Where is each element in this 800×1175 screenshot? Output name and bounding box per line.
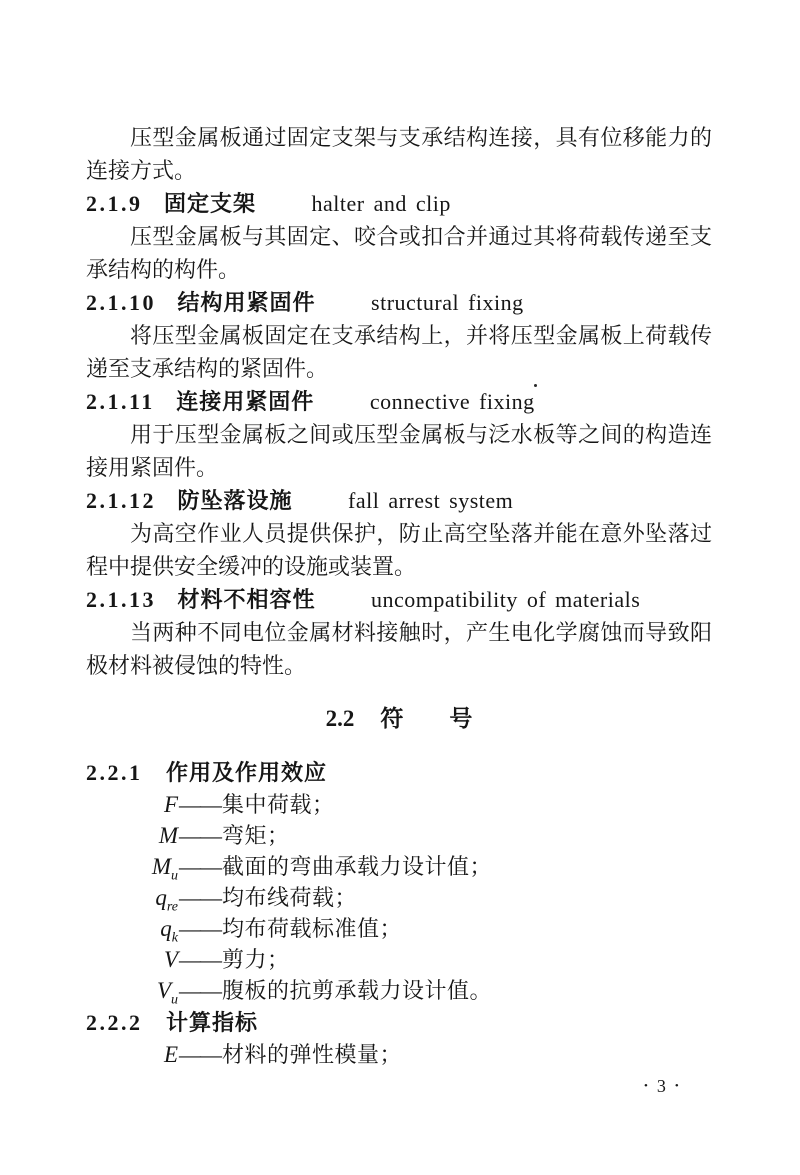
symbol-dash: —— xyxy=(179,823,221,848)
page-number-bullet: • xyxy=(674,1080,679,1092)
symbol: $V_u$ xyxy=(156,978,178,1008)
symbol: $q_k$ xyxy=(160,916,178,946)
term-heading xyxy=(86,187,712,220)
term-number: 2.1.13 xyxy=(86,587,156,612)
symbol: $M_u$ xyxy=(151,854,178,884)
subsection-title: 计算指标 xyxy=(166,1010,259,1035)
term-heading xyxy=(86,385,712,418)
definition-line: 递至支承结构的紧固件。 xyxy=(86,356,329,381)
symbol-subscript: re xyxy=(166,899,178,915)
symbol-subscript: k xyxy=(171,930,178,946)
term-number: 2.1.11 xyxy=(86,389,155,414)
page-number xyxy=(644,1076,679,1097)
definition-line: 极材料被侵蚀的特性。 xyxy=(86,653,307,678)
term-chinese: 连接用紧固件 xyxy=(176,389,315,414)
term-heading xyxy=(86,583,712,616)
term-chinese: 结构用紧固件 xyxy=(177,290,316,315)
section-title-char: 符 xyxy=(380,706,404,731)
symbol-row xyxy=(86,851,712,882)
symbol: $q_{re}$ xyxy=(155,885,178,915)
definition-line: 承结构的构件。 xyxy=(86,257,241,282)
symbol-description: 均布线荷载； xyxy=(222,885,358,910)
symbol-dash: —— xyxy=(179,792,221,817)
symbol-dash: —— xyxy=(179,947,221,972)
subsection-title: 作用及作用效应 xyxy=(166,760,328,785)
term-english: connective fixing xyxy=(369,389,535,414)
symbol: V xyxy=(163,947,178,972)
term-english: uncompatibility of materials xyxy=(371,587,641,612)
symbol-dash: —— xyxy=(179,1042,221,1067)
definition-line: 压型金属板通过固定支架与支承结构连接，具有位移能力的 xyxy=(130,125,712,150)
symbol-row xyxy=(86,975,712,1006)
symbol-row xyxy=(86,944,712,975)
subsection-heading xyxy=(86,756,712,789)
symbol-dash: —— xyxy=(179,978,221,1003)
symbol: F xyxy=(163,792,178,817)
term-chinese: 防坠落设施 xyxy=(177,488,293,513)
definition-line: 为高空作业人员提供保护，防止高空坠落并能在意外坠落过 xyxy=(130,521,712,546)
term-number: 2.1.10 xyxy=(86,290,156,315)
definition-line: 接用紧固件。 xyxy=(86,455,219,480)
body-text xyxy=(86,121,712,1070)
subsection-number: 2.2.2 xyxy=(86,1010,143,1035)
term-heading xyxy=(86,484,712,517)
symbol-subscript: u xyxy=(171,868,178,884)
symbol-dash: —— xyxy=(179,854,221,879)
subsection-heading xyxy=(86,1006,712,1039)
section-number: 2.2 xyxy=(325,706,355,731)
term-heading xyxy=(86,286,712,319)
symbol-description: 剪力； xyxy=(222,947,290,972)
term-number: 2.1.9 xyxy=(86,191,143,216)
symbol-description: 弯矩； xyxy=(222,823,290,848)
term-english: halter and clip xyxy=(311,191,451,216)
definition-line: 将压型金属板固定在支承结构上，并将压型金属板上荷载传 xyxy=(130,323,712,348)
symbol: E xyxy=(163,1042,178,1067)
symbol-row xyxy=(86,882,712,913)
symbol-description: 材料的弹性模量； xyxy=(222,1042,403,1067)
symbol-row xyxy=(86,913,712,944)
symbol-subscript: u xyxy=(171,992,178,1008)
term-english: structural fixing xyxy=(371,290,524,315)
symbol-dash: —— xyxy=(179,885,221,910)
definition-line: 程中提供安全缓冲的设施或装置。 xyxy=(86,554,417,579)
symbol-row xyxy=(86,1039,712,1070)
subsection-number: 2.2.1 xyxy=(86,760,143,785)
symbol-dash: —— xyxy=(179,916,221,941)
term-chinese: 固定支架 xyxy=(164,191,257,216)
symbol: M xyxy=(158,823,178,848)
symbol-description: 均布荷载标准值； xyxy=(222,916,403,941)
symbol-description: 集中荷载； xyxy=(222,792,335,817)
symbol-row xyxy=(86,820,712,851)
page-number-value: 3 xyxy=(656,1076,666,1096)
section-heading xyxy=(86,702,712,735)
definition-line: 连接方式。 xyxy=(86,158,197,183)
symbol-row xyxy=(86,789,712,820)
scan-speck xyxy=(534,384,537,387)
definition-line: 压型金属板与其固定、咬合或扣合并通过其将荷载传递至支 xyxy=(130,224,712,249)
definition-line: 用于压型金属板之间或压型金属板与泛水板等之间的构造连 xyxy=(130,422,712,447)
term-chinese: 材料不相容性 xyxy=(177,587,316,612)
page-number-bullet: • xyxy=(644,1080,648,1092)
symbol-description: 截面的弯曲承载力设计值； xyxy=(222,854,493,879)
symbol-description: 腹板的抗剪承载力设计值。 xyxy=(222,978,493,1003)
section-title-char: 号 xyxy=(449,706,473,731)
definition-line: 当两种不同电位金属材料接触时，产生电化学腐蚀而导致阳 xyxy=(130,620,712,645)
term-english: fall arrest system xyxy=(348,488,514,513)
term-number: 2.1.12 xyxy=(86,488,156,513)
